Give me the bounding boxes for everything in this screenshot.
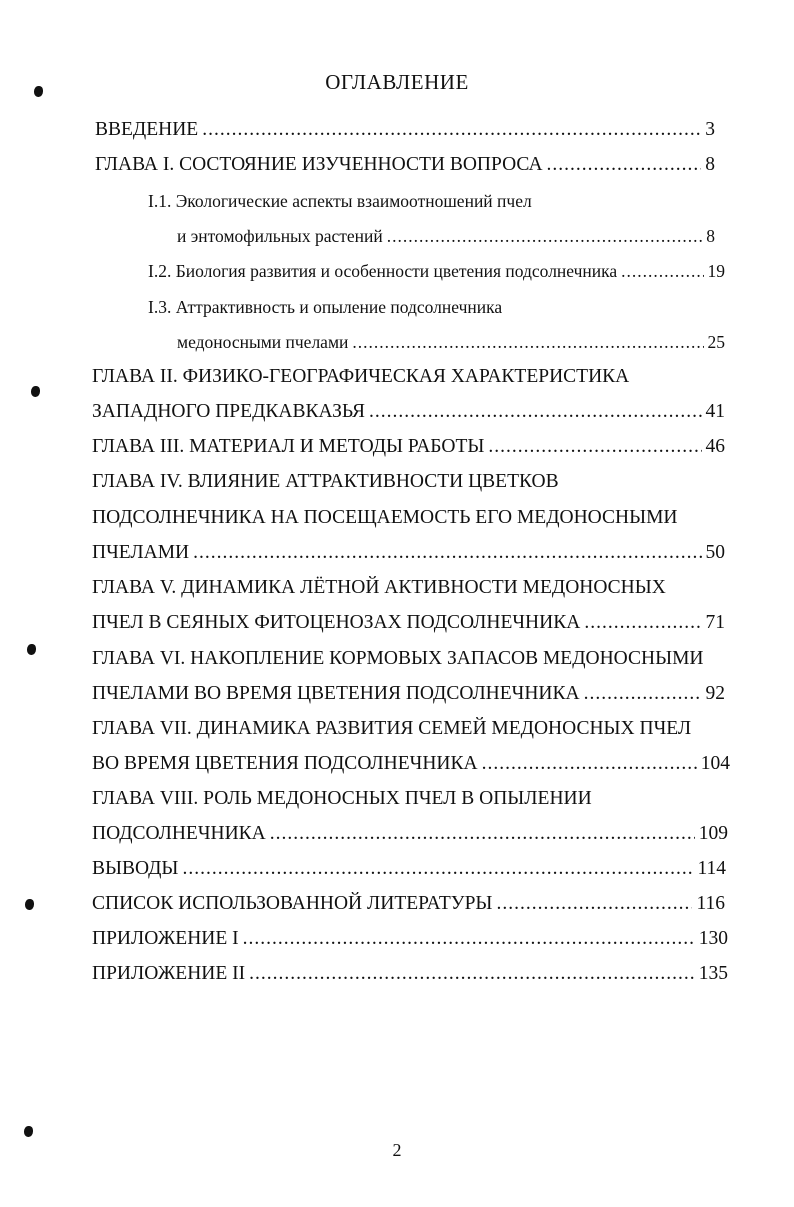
toc-entry-page: 135	[698, 963, 728, 984]
toc-entry-introduction[interactable]	[95, 117, 715, 143]
toc-entry-section-1-3[interactable]	[177, 329, 725, 355]
dot-leader	[584, 610, 701, 636]
dot-leader	[202, 117, 701, 143]
toc-entry-chapter-5[interactable]	[92, 610, 725, 636]
toc-entry-page: 3	[705, 119, 715, 140]
toc-entry-text: ВЫВОДЫ	[92, 858, 179, 879]
toc-entry-section-1-2[interactable]	[148, 258, 725, 284]
toc-entry-chapter-3[interactable]	[92, 434, 725, 460]
toc-entry-chapter-8-line-1: ГЛАВА VIII. РОЛЬ МЕДОНОСНЫХ ПЧЕЛ В ОПЫЛЕНИИ	[92, 788, 592, 809]
toc-entry-text: ГЛАВА III. МАТЕРИАЛ И МЕТОДЫ РАБОТЫ	[92, 436, 485, 457]
dot-leader	[488, 434, 701, 460]
toc-entry-text: ЗАПАДНОГО ПРЕДКАВКАЗЬЯ	[92, 401, 365, 422]
toc-entry-text: и энтомофильных растений	[177, 226, 383, 246]
toc-entry-conclusions[interactable]	[92, 856, 726, 882]
dot-leader	[584, 681, 702, 707]
toc-entry-chapter-1[interactable]	[95, 152, 715, 178]
toc-entry-text: ПРИЛОЖЕНИЕ I	[92, 928, 239, 949]
toc-entry-page: 8	[706, 226, 715, 246]
toc-entry-text: СПИСОК ИСПОЛЬЗОВАННОЙ ЛИТЕРАТУРЫ	[92, 893, 493, 914]
toc-entry-chapter-2-line-1: ГЛАВА II. ФИЗИКО-ГЕОГРАФИЧЕСКАЯ ХАРАКТЕРИСТИКА	[92, 366, 630, 387]
toc-entry-page: 50	[705, 542, 725, 563]
toc-entry-appendix-1[interactable]	[92, 926, 728, 952]
toc-entry-text: ВВЕДЕНИЕ	[95, 119, 199, 140]
toc-entry-chapter-4-line-1: ГЛАВА IV. ВЛИЯНИЕ АТТРАКТИВНОСТИ ЦВЕТКОВ	[92, 471, 559, 492]
dot-leader	[270, 821, 695, 847]
toc-entry-text: ПРИЛОЖЕНИЕ II	[92, 963, 246, 984]
toc-title: ОГЛАВЛЕНИЕ	[325, 70, 469, 94]
page-number: 2	[392, 1140, 402, 1160]
toc-entry-text: ПЧЕЛ В СЕЯНЫХ ФИТОЦЕНОЗАХ ПОДСОЛНЕЧНИКА	[92, 612, 581, 633]
toc-entry-text: I.2. Биология развития и особенности цветения подсолнечника	[148, 261, 618, 281]
dot-leader	[193, 540, 701, 566]
toc-entry-chapter-4[interactable]	[92, 540, 725, 566]
binding-hole-mark	[25, 899, 34, 910]
toc-entry-page: 130	[698, 928, 728, 949]
toc-entry-text: ГЛАВА I. СОСТОЯНИЕ ИЗУЧЕННОСТИ ВОПРОСА	[95, 154, 543, 175]
dot-leader	[496, 891, 692, 917]
dot-leader	[621, 258, 703, 284]
toc-entry-chapter-7-line-1: ГЛАВА VII. ДИНАМИКА РАЗВИТИЯ СЕМЕЙ МЕДОНОСНЫХ ПЧЕЛ	[92, 718, 692, 739]
toc-entry-page: 19	[707, 261, 725, 281]
toc-entry-chapter-4-line-2: ПОДСОЛНЕЧНИКА НА ПОСЕЩАЕМОСТЬ ЕГО МЕДОНОСНЫМИ	[92, 507, 678, 528]
toc-entry-chapter-5-line-1: ГЛАВА V. ДИНАМИКА ЛЁТНОЙ АКТИВНОСТИ МЕДОНОСНЫХ	[92, 577, 666, 598]
toc-entry-text: медоносными пчелами	[177, 332, 349, 352]
toc-entry-page: 41	[705, 401, 725, 422]
toc-entry-text: ВО ВРЕМЯ ЦВЕТЕНИЯ ПОДСОЛНЕЧНИКА	[92, 753, 478, 774]
dot-leader	[369, 399, 702, 425]
toc-entry-page: 46	[705, 436, 725, 457]
dot-leader	[547, 152, 702, 178]
toc-entry-chapter-7[interactable]	[92, 751, 730, 777]
dot-leader	[182, 856, 693, 882]
toc-entry-page: 71	[705, 612, 725, 633]
toc-entry-page: 109	[698, 823, 728, 844]
toc-entry-chapter-8[interactable]	[92, 821, 728, 847]
dot-leader	[482, 751, 697, 777]
toc-entry-text: ПОДСОЛНЕЧНИКА	[92, 823, 266, 844]
binding-hole-mark	[34, 86, 43, 97]
toc-entry-text: ПЧЕЛАМИ	[92, 542, 190, 563]
binding-hole-mark	[27, 644, 36, 655]
toc-entry-page: 8	[705, 154, 715, 175]
toc-entry-section-1-1-line-1: I.1. Экологические аспекты взаимоотношений пчел	[148, 191, 532, 211]
dot-leader	[243, 926, 695, 952]
toc-entry-chapter-6-line-1: ГЛАВА VI. НАКОПЛЕНИЕ КОРМОВЫХ ЗАПАСОВ МЕДОНОСНЫМИ	[92, 648, 704, 669]
dot-leader	[387, 223, 703, 249]
toc-entry-page: 92	[705, 683, 725, 704]
toc-entry-section-1-1[interactable]	[177, 223, 715, 249]
toc-entry-page: 116	[696, 893, 725, 914]
toc-entry-page: 104	[700, 753, 730, 774]
toc-entry-section-1-3-line-1: I.3. Аттрактивность и опыление подсолнечника	[148, 297, 503, 317]
binding-hole-mark	[24, 1126, 33, 1137]
toc-entry-chapter-2[interactable]	[92, 399, 725, 425]
toc-entry-chapter-6[interactable]	[92, 681, 725, 707]
toc-entry-page: 114	[697, 858, 726, 879]
toc-entry-text: ПЧЕЛАМИ ВО ВРЕМЯ ЦВЕТЕНИЯ ПОДСОЛНЕЧНИКА	[92, 683, 580, 704]
toc-entry-references[interactable]	[92, 891, 725, 917]
toc-entry-appendix-2[interactable]	[92, 961, 728, 987]
binding-hole-mark	[31, 386, 40, 397]
dot-leader	[249, 961, 695, 987]
toc-entry-page: 25	[707, 332, 725, 352]
dot-leader	[352, 329, 703, 355]
